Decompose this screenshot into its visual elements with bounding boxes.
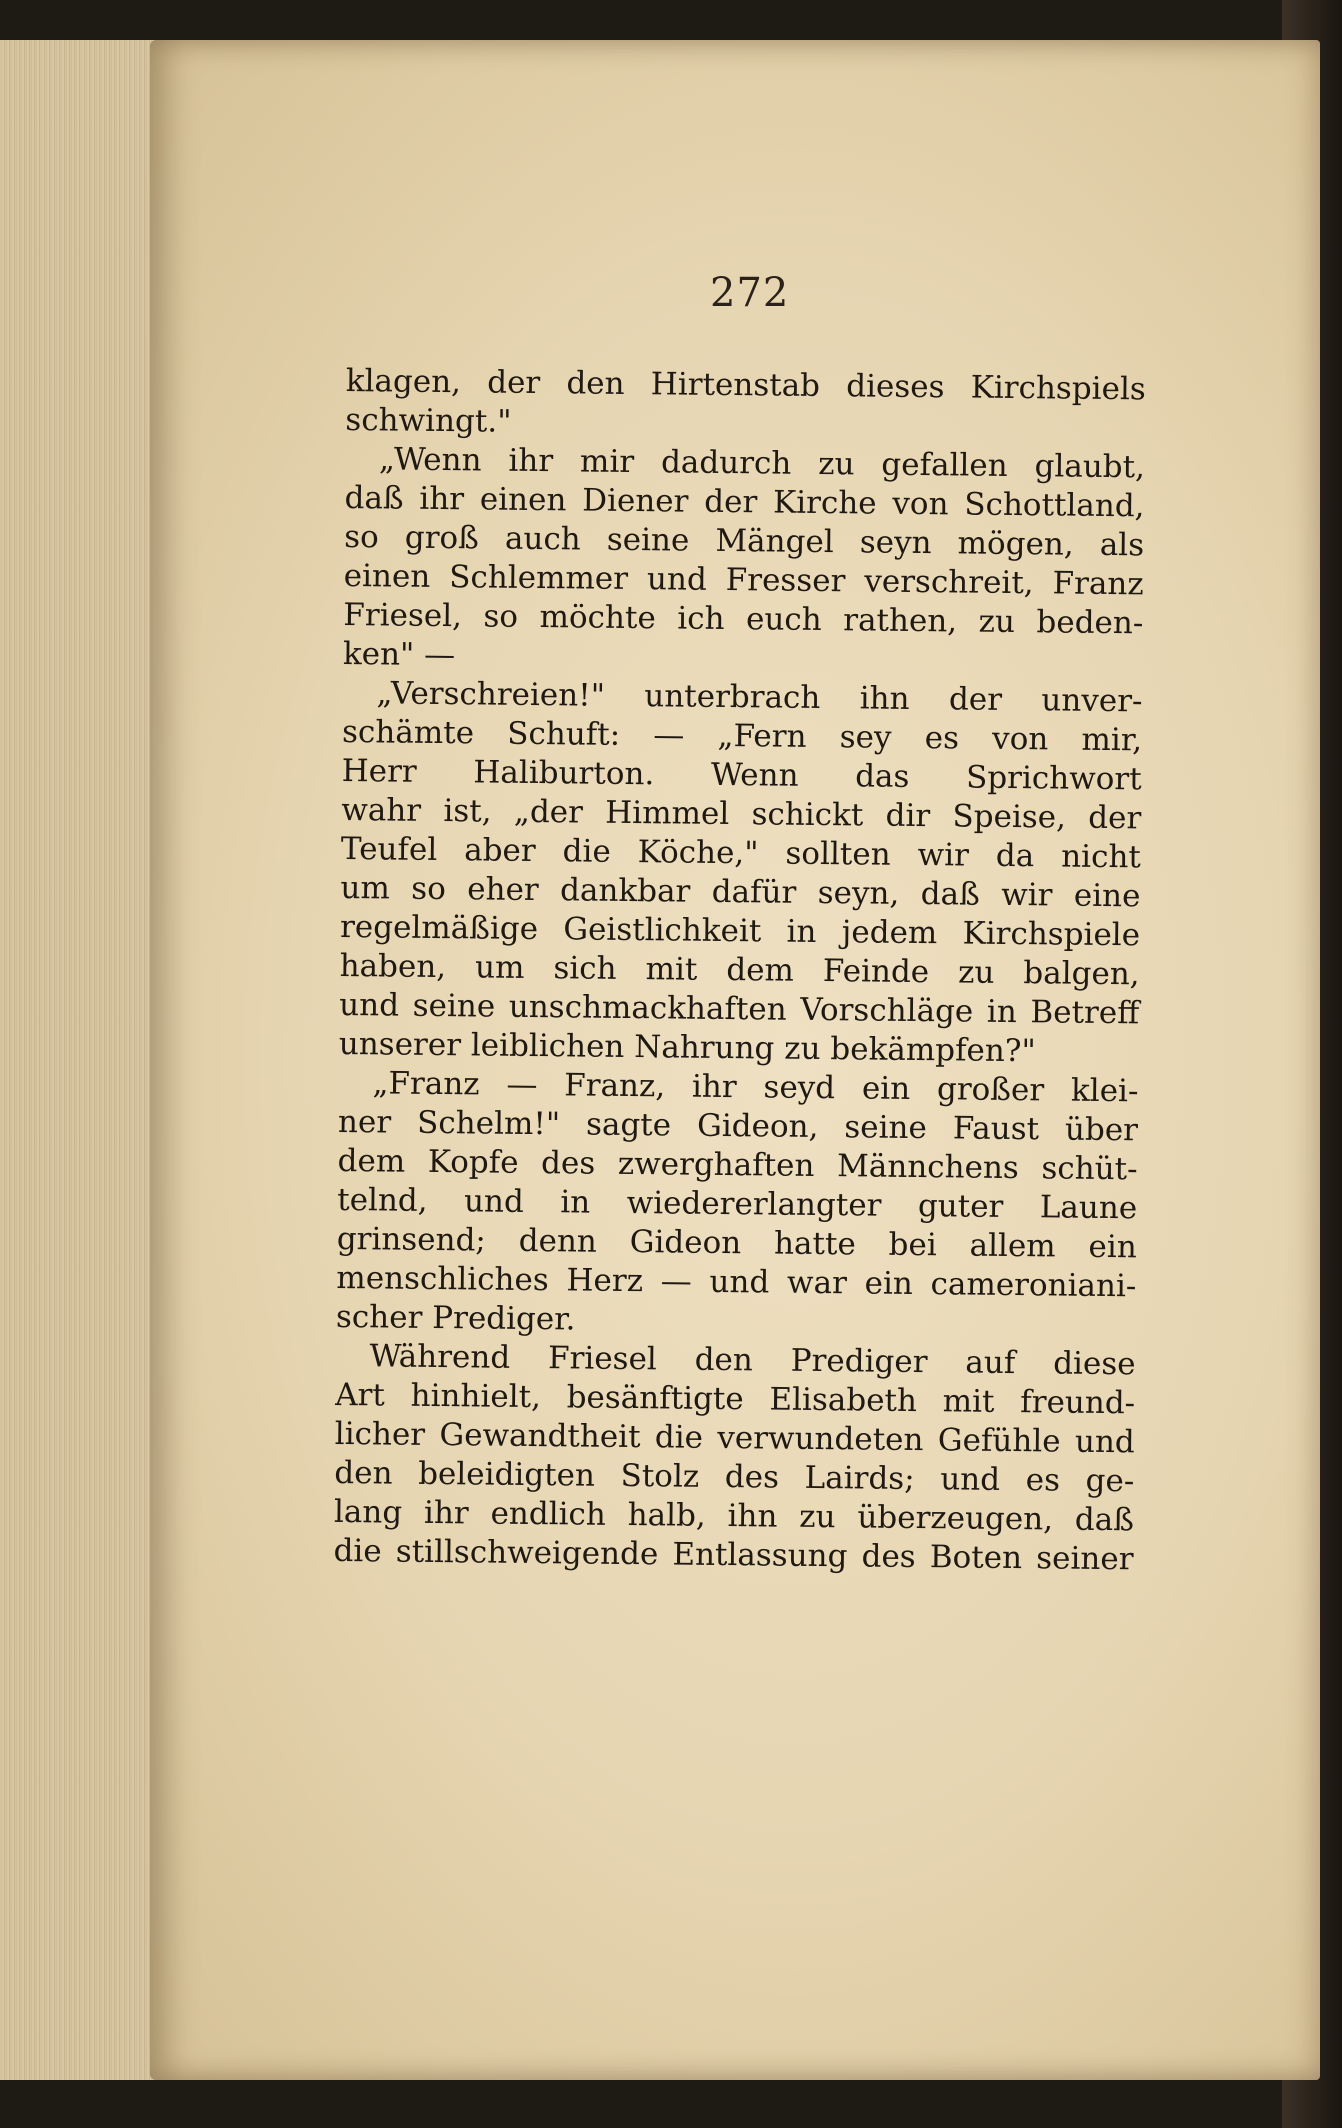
page-edges: [0, 40, 172, 2080]
text-line: so groß auch seine Mängel seyn mögen, als: [343, 518, 1145, 564]
text-line: scher Prediger.: [335, 1298, 576, 1338]
book-page: [150, 40, 1320, 2080]
text-line: die stillschweigende Entlassung des Boten seiner: [333, 1532, 1134, 1578]
text-line: wahr ist, „der Himmel schickt dir Speise, der: [341, 791, 1142, 837]
text-line: lang ihr endlich halb, ihn zu überzeugen, daß: [333, 1493, 1135, 1539]
text-line: „Wenn ihr mir dadurch zu gefallen glaubt,: [378, 441, 1146, 486]
text-line: schämte Schuft: — „Fern sey es von mir,: [341, 713, 1143, 759]
text-line: licher Gewandtheit die verwundeten Gefühle und: [334, 1415, 1135, 1461]
text-line: und seine unschmackhaften Vorschläge in Betreff: [339, 986, 1140, 1032]
text-line: ner Schelm!" sagte Gideon, seine Faust über: [337, 1103, 1139, 1149]
text-line: daß ihr einen Diener der Kirche von Schottland,: [344, 479, 1145, 525]
text-line: Während Friesel den Prediger auf diese: [369, 1338, 1136, 1383]
text-line: Art hinhielt, besänftigte Elisabeth mit freund-: [334, 1376, 1136, 1422]
text-line: telnd, und in wiedererlangter guter Laune: [337, 1181, 1138, 1227]
page-number: 272: [710, 270, 790, 316]
body-text: [333, 362, 1146, 1579]
text-line: klagen, der den Hirtenstab dieses Kirchspiels: [345, 362, 1146, 408]
text-line: dem Kopfe des zwerghaften Männchens schüt-: [337, 1142, 1138, 1188]
text-line: „Verschreien!" unterbrach ihn der unver-: [376, 675, 1143, 720]
text-line: Teufel aber die Köche," sollten wir da nicht: [340, 830, 1142, 876]
text-line: menschliches Herz — und war ein cameroniani-: [336, 1259, 1137, 1305]
text-line: schwingt.": [345, 401, 512, 440]
text-line: ken" —: [342, 635, 456, 674]
text-line: haben, um sich mit dem Feinde zu balgen,: [339, 947, 1140, 993]
text-line: Friesel, so möchte ich euch rathen, zu beden-: [343, 596, 1144, 642]
text-line: „Franz — Franz, ihr seyd ein großer klei-: [372, 1065, 1139, 1110]
text-line: Herr Haliburton. Wenn das Sprichwort: [341, 752, 1142, 798]
text-line: grinsend; denn Gideon hatte bei allem ein: [336, 1220, 1137, 1266]
text-line: unserer leiblichen Nahrung zu bekämpfen?": [338, 1025, 1036, 1070]
text-line: regelmäßige Geistlichkeit in jedem Kirchspiele: [339, 908, 1141, 954]
text-line: um so eher dankbar dafür seyn, daß wir eine: [340, 869, 1141, 915]
text-line: einen Schlemmer und Fresser verschreit, Franz: [343, 557, 1144, 603]
text-line: den beleidigten Stolz des Lairds; und es ge-: [334, 1454, 1135, 1500]
